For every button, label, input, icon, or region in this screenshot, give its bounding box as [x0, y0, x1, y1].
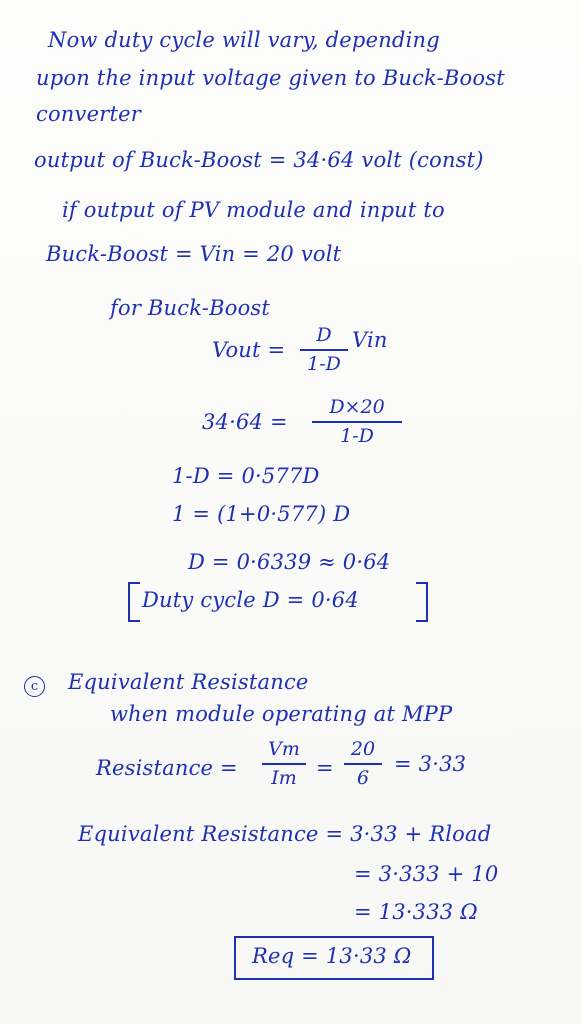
text-line-1: Now duty cycle will vary, depending	[48, 28, 440, 52]
equation-denominator: 1-D	[340, 425, 374, 447]
resistance-lhs: Resistance =	[96, 756, 238, 780]
equivalent-resistance-line: Equivalent Resistance = 3·33 + Rload	[78, 822, 492, 846]
part-c-label: c	[24, 676, 45, 697]
resistance-rhs: = 3·33	[394, 752, 467, 776]
vout-rhs: Vin	[352, 328, 388, 352]
resistance-fraction-2	[344, 740, 382, 788]
step-line-1: 1-D = 0·577D	[172, 464, 320, 488]
buck-boost-heading: for Buck-Boost	[110, 296, 271, 320]
text-line-2: upon the input voltage given to Buck-Boost	[36, 66, 505, 90]
fraction-bar	[312, 421, 402, 423]
vout-denominator: 1-D	[307, 353, 341, 375]
vm-numerator: Vm	[268, 738, 300, 760]
im-denominator: Im	[271, 767, 297, 789]
equation-fraction	[312, 398, 402, 446]
equals-sign: =	[316, 756, 334, 780]
text-line-5: if output of PV module and input to	[62, 198, 445, 222]
result-line: = 13·333 Ω	[354, 900, 478, 924]
input-voltage-line: Buck-Boost = Vin = 20 volt	[46, 242, 342, 266]
fraction-bar	[262, 763, 306, 765]
text-line-3: converter	[36, 102, 141, 126]
sum-line: = 3·333 + 10	[354, 862, 499, 886]
left-bracket	[128, 582, 140, 622]
step-line-2: 1 = (1+0·577) D	[172, 502, 351, 526]
resistance-fraction-1	[262, 740, 306, 788]
six-denominator: 6	[356, 767, 370, 789]
fraction-bar	[344, 763, 382, 765]
equation-numerator: D×20	[329, 396, 385, 418]
twenty-numerator: 20	[350, 738, 376, 760]
fraction-bar	[300, 349, 348, 351]
right-bracket	[416, 582, 428, 622]
output-voltage-line: output of Buck-Boost = 34·64 volt (const)	[34, 148, 484, 172]
section-heading: Equivalent Resistance	[68, 670, 309, 694]
vout-numerator: D	[316, 324, 332, 346]
equation-lhs: 34·64 =	[202, 410, 288, 434]
vout-lhs: Vout =	[212, 338, 286, 362]
duty-cycle-final: Duty cycle D = 0·64	[142, 588, 359, 612]
final-answer: Req = 13·33 Ω	[252, 944, 412, 968]
vout-fraction	[300, 326, 348, 374]
duty-cycle-result: D = 0·6339 ≈ 0·64	[188, 550, 391, 574]
text-line-15: when module operating at MPP	[110, 702, 453, 726]
